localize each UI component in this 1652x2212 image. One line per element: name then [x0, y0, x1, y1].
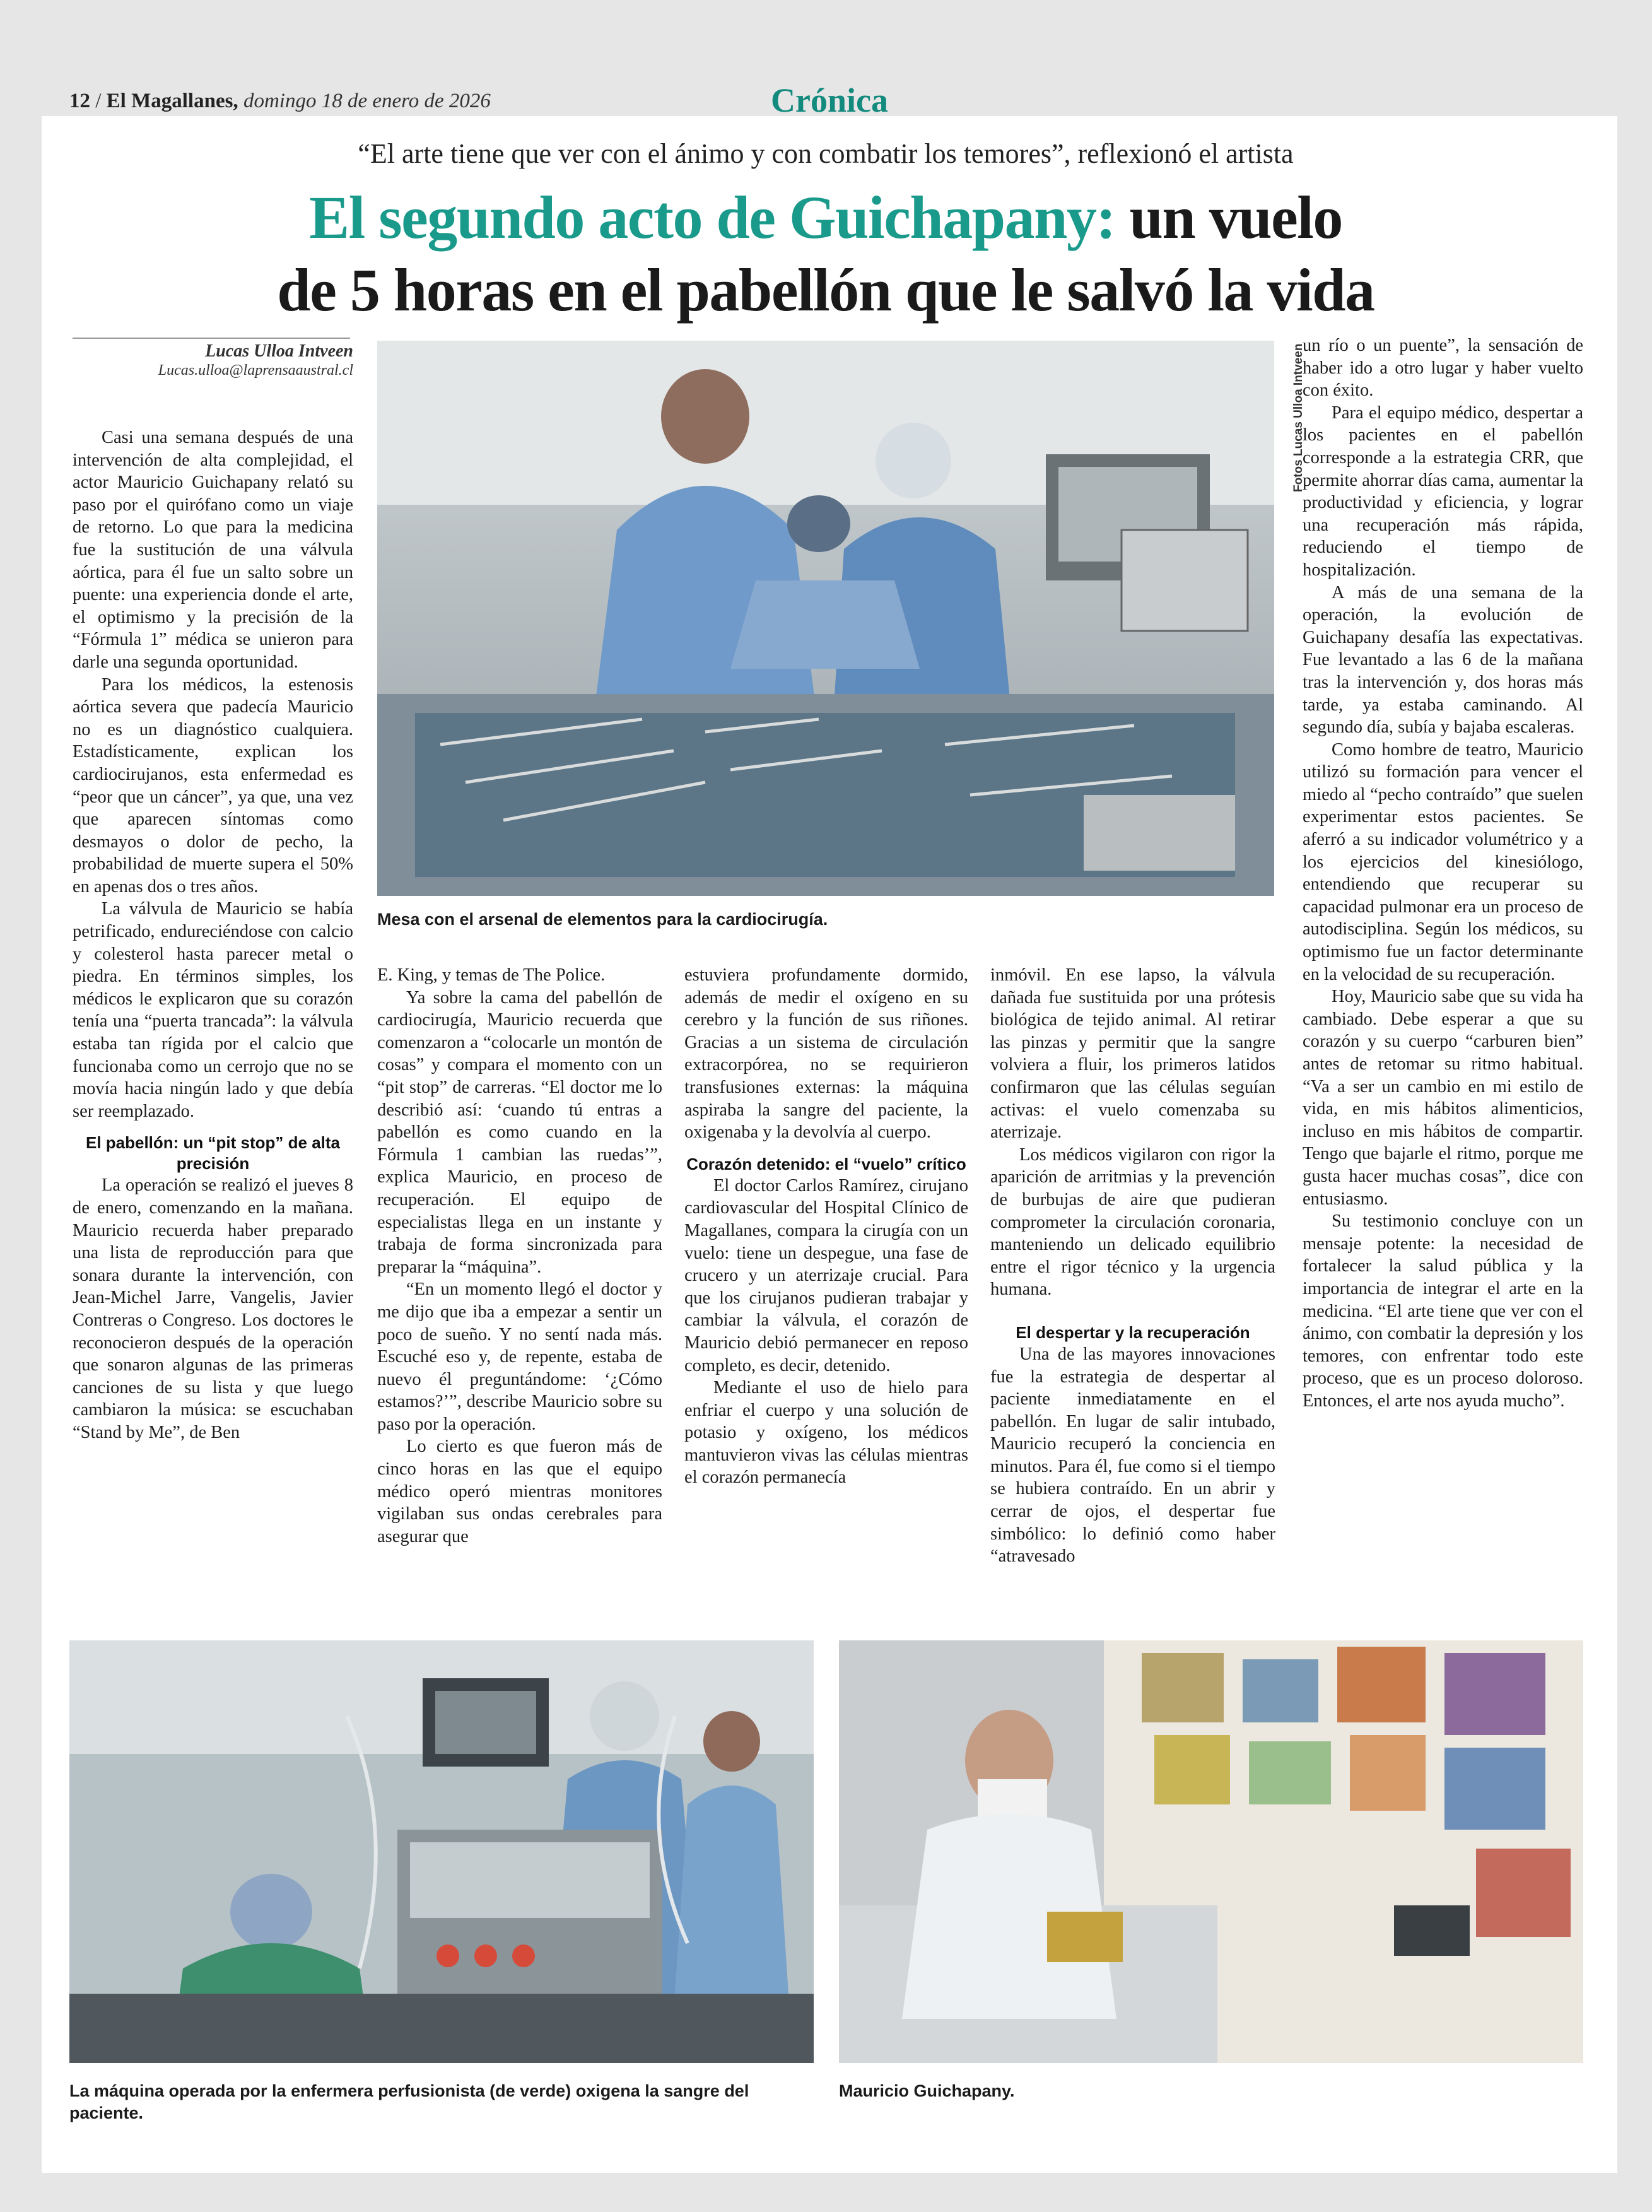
column-4: [990, 964, 1275, 1568]
surgery-table-photo: [377, 341, 1274, 896]
top-photo-caption: Mesa con el arsenal de elementos para la cardiocirugía.: [377, 910, 828, 929]
paragraph: E. King, y temas de The Police.: [377, 965, 606, 985]
author-email: Lucas.ulloa@laprensaaustral.cl: [158, 362, 353, 379]
patient-portrait-photo: [839, 1640, 1583, 2063]
author-name: Lucas Ulloa Intveen: [205, 341, 353, 361]
paragraph: La operación se realizó el jueves 8 de enero, comenzando en la mañana. Mauricio recuerda haber preparado una lista de reproducción para que sonara durante la intervención, con Jean-Michel Jarre, Vangelis, Javier Contreras o Congreso. Los doctores le reconocieron después de la operación que sonaron algunas de las primeras canciones de su lista y que luego cambiaron la música: se escuchaban “Stand by Me”, de Ben: [73, 1175, 353, 1442]
paragraph: Su testimonio concluye con un mensaje potente: la necesidad de fortalecer la salud pública y la importancia de integrar el arte en la medicina. “El arte tiene que ver con el ánimo, con combatir la depresión y los temores, con enfrentar todo este proceso, que es un proceso doloroso. Entonces, el arte nos ayuda mucho”.: [1303, 1211, 1583, 1411]
paragraph: Para el equipo médico, despertar a los pacientes en el pabellón corresponde a la estrategia CRR, que permite ahorrar días cama, aumentar la productividad y eficiencia, y lograr una recuperación más rápida, reduciendo el tiempo de hospitalización.: [1303, 403, 1583, 580]
paragraph: Mediante el uso de hielo para enfriar el cuerpo y una solución de potasio y oxígeno, los médicos mantuvieron vivas las células mientras el corazón permanecía: [684, 1378, 968, 1488]
paragraph: Para los médicos, la estenosis aórtica severa que padecía Mauricio no es un diagnóstico cualquiera. Estadísticamente, explican los cardiocirujanos, esta enfermedad es “peor que un cáncer”, ya que, una vez que aparecen síntomas como desmayos o dolor de pecho, la probabilidad de muerte supera el 50% en apenas dos o tres años.: [73, 674, 353, 897]
section-title: Crónica: [771, 81, 888, 119]
headline-accent: El segundo acto de Guichapany:: [309, 184, 1115, 251]
column-2: [377, 964, 662, 1548]
subheading: El pabellón: un “pit stop” de alta precisión: [85, 1133, 340, 1174]
headline-line-1: [69, 183, 1582, 252]
paragraph: Una de las mayores innovaciones fue la estrategia de despertar al paciente inmediatamente en el pabellón. En lugar de salir intubado, Mauricio recuperó la conciencia en minutos. Para él, fue como si el tiempo se hubiera contraído. En un abrir y cerrar de ojos, el despertar fue simbólico: lo definió como haber “atravesado: [990, 1344, 1275, 1567]
paragraph: un río o un puente”, la sensación de haber ido a otro lugar y haber vuelto con éxito.: [1303, 336, 1583, 401]
paragraph: “En un momento llegó el doctor y me dijo que iba a empezar a sentir un poco de sueño. Y no sentí nada más. Escuché eso y, de repente, estaba de nuevo él preguntándome: ‘¿Cómo estamos?’”, describe Mauricio sobre su paso por la operación.: [377, 1280, 662, 1434]
column-3: [684, 964, 968, 1489]
bottom-left-caption: La máquina operada por la enfermera perfusionista (de verde) oxigena la sangre del paciente.: [69, 2081, 749, 2122]
paragraph: Como hombre de teatro, Mauricio utilizó su formación para vencer el miedo al “pecho contraído” que suelen experimentar estos pacientes. Se aferró a su indicador volumétrico y a los ejercicios del kinesiólogo, entendiendo que recuperar su capacidad pulmonar era un proceso de autodisciplina. Según los médicos, su optimismo fue un factor determinante en la velocidad de su recuperación.: [1303, 739, 1583, 984]
publication-date: domingo 18 de enero de 2026: [243, 90, 491, 112]
photo-credit: Fotos Lucas Ulloa Intveen: [1292, 343, 1305, 492]
paragraph: A más de una semana de la operación, la evolución de Guichapany desafía las expectativas. Fue levantado a las 6 de la mañana tras la intervención y, dos horas más tarde, ya estaba caminando. Al segundo día, subía y bajaba escaleras.: [1303, 582, 1583, 738]
perfusion-machine-photo: [69, 1640, 814, 2063]
byline-rule: [73, 338, 350, 339]
subheading: Corazón detenido: el “vuelo” crítico: [686, 1154, 966, 1174]
page-folio: [69, 90, 491, 113]
paragraph: La válvula de Mauricio se había petrificado, endureciéndose con calcio y colesterol hasta parecer metal o piedra. En términos simples, los médicos le explicaron que su corazón tenía una “puerta trancada”: la válvula estaba tan rígida por el calcio que funcionaba como un cerrojo que no se movía hacia ningún lado y que debía ser reemplazado.: [73, 899, 353, 1121]
paragraph: Los médicos vigilaron con rigor la aparición de arritmias y la prevención de burbujas de aire que pudieran comprometer la circulación coronaria, manteniendo un delicado equilibrio entre el rigor técnico y la urgencia humana.: [990, 1144, 1275, 1300]
page-number: 12: [69, 90, 90, 112]
article-kicker: “El arte tiene que ver con el ánimo y con combatir los temores”, reflexionó el artista: [358, 138, 1294, 169]
paragraph: El doctor Carlos Ramírez, cirujano cardiovascular del Hospital Clínico de Magallanes, compara la cirugía con un vuelo: tiene un despegue, una fase de crucero y un aterrizaje crucial. Para que los cirujanos pudieran trabajar y cambiar la válvula, el corazón de Mauricio debió permanecer en reposo completo, es decir, detenido.: [684, 1175, 968, 1375]
headline-rest: un vuelo: [1129, 184, 1342, 251]
subheading: El despertar y la recuperación: [1016, 1322, 1250, 1342]
paragraph: Casi una semana después de una intervención de alta complejidad, el actor Mauricio Guichapany relató su paso por el quirófano como un viaje de retorno. Lo que para la medicina fue la sustitución de una válvula aórtica, para él fue un salto sobre un puente: una experiencia donde el arte, el optimismo y la precisión de la “Fórmula 1” médica se unieron para darle una segunda oportunidad.: [73, 428, 353, 672]
paragraph: estuviera profundamente dormido, además de medir el oxígeno en su cerebro y la función de sus riñones. Gracias a un sistema de circulación extracorpórea, no se requirieron transfusiones externas: la máquina aspiraba la sangre del paciente, la oxigenaba y la devolvía al cuerpo.: [684, 965, 968, 1143]
column-1: [73, 427, 353, 1444]
folio-separator: /: [95, 90, 102, 112]
publication-name: El Magallanes,: [106, 90, 238, 112]
bottom-right-caption: Mauricio Guichapany.: [839, 2081, 1015, 2100]
column-5: [1303, 334, 1583, 1413]
paragraph: Ya sobre la cama del pabellón de cardiocirugía, Mauricio recuerda que comenzaron a “colocarle un montón de cosas” y compara el momento con un “pit stop” de carreras. “El doctor me lo describió así: ‘cuando tú entras a pabellón es como cuando en la Fórmula 1 cambian las ruedas’”, explica Mauricio, en proceso de recuperación. El equipo de especialistas llega en un instante y trabaja de forma sincronizada para preparar la “máquina”.: [377, 987, 662, 1277]
paragraph: Hoy, Mauricio sabe que su vida ha cambiado. Debe esperar a que su corazón y su cuerpo “carburen bien” antes de retomar su ritmo habitual. “Va a ser un cambio en mi estilo de vida, en mis hábitos alimenticios, incluso en mis hábitos de compartir. Tengo que bajarle el ritmo, porque me gusta hacer muchas cosas”, dice con entusiasmo.: [1303, 987, 1583, 1209]
headline-line-2: de 5 horas en el pabellón que le salvó la vida: [277, 256, 1374, 324]
paragraph: Lo cierto es que fueron más de cinco horas en las que el equipo médico operó mientras monitores vigilaban sus ondas cerebrales para asegurar que: [377, 1437, 662, 1546]
paragraph: inmóvil. En ese lapso, la válvula dañada fue sustituida por una prótesis biológica de tejido animal. Al retirar las pinzas y permitir que la sangre volviera a fluir, los primeros latidos confirmaron que las células seguían activas: el vuelo comenzaba su aterrizaje.: [990, 965, 1275, 1143]
